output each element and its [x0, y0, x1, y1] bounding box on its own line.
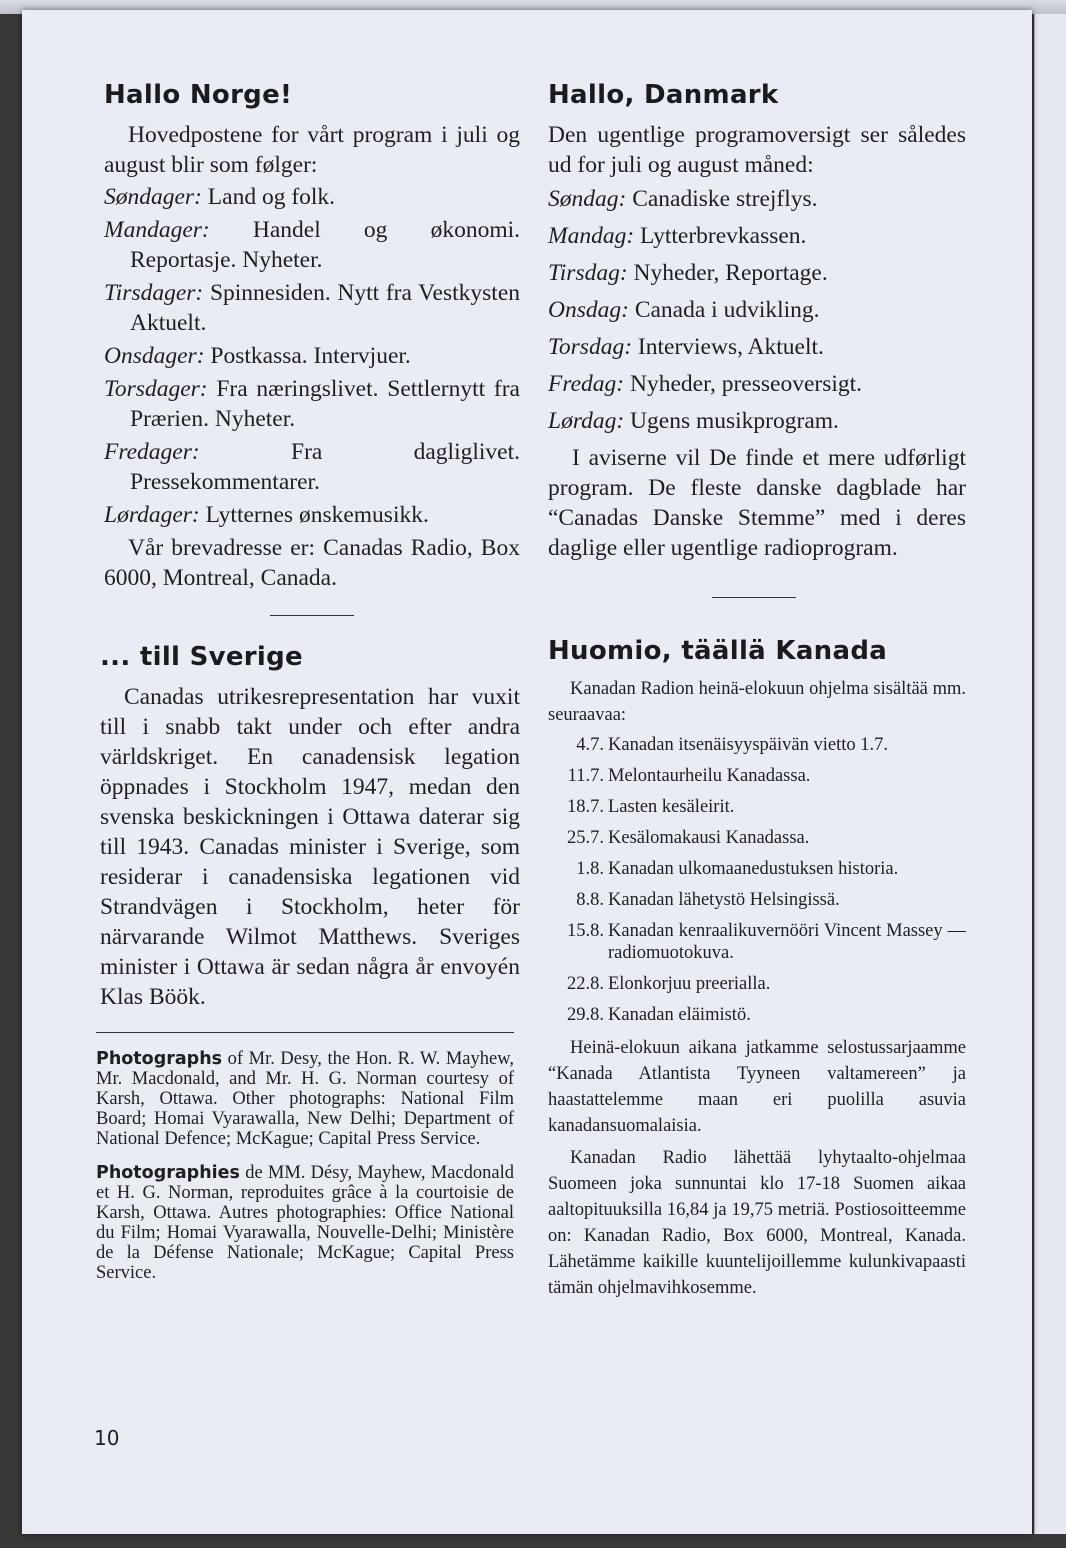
finland-schedule-entry: 8.8. Kanadan lähetystö Helsingissä.: [576, 890, 840, 910]
finland-schedule-entry: 4.7. Kanadan itsenäisyyspäivän vietto 1.7.: [576, 735, 889, 755]
denmark-intro: Den ugentlige programoversigt ser således ud for juli og august måned:: [548, 122, 966, 178]
left-column: [96, 80, 520, 1283]
norway-schedule-entry: Fredager: Fra dagliglivet. Pressekommentarer.: [104, 439, 520, 495]
denmark-schedule-entry: Lørdag: Ugens musikprogram.: [548, 408, 839, 434]
norway-address: Vår brevadresse er: Canadas Radio, Box 6000, Montreal, Canada.: [104, 535, 520, 591]
denmark-schedule-entry: Tirsdag: Nyheder, Reportage.: [548, 260, 828, 286]
photo-credits-english: Photographs of Mr. Desy, the Hon. R. W. Mayhew, Mr. Macdonald, and Mr. H. G. Norman courtesy of Karsh, Ottawa. Other photographs: National Film Board; Homai Vyarawalla, New Delhi; Department of National Defence; McKague; Capital Press Service.: [96, 1049, 514, 1149]
denmark-schedule: [548, 184, 966, 436]
norway-schedule-entry: Mandager: Handel og økonomi. Reportasje. Nyheter.: [104, 217, 520, 273]
page-number: 10: [94, 1426, 120, 1450]
denmark-schedule-entry: Onsdag: Canada i udvikling.: [548, 297, 820, 323]
right-column: [548, 80, 966, 1301]
denmark-note: I aviserne vil De finde et mere udførligt program. De fleste danske dagblade har “Canadas Danske Stemme” med i deres daglige eller ugentlige radioprogram.: [548, 445, 966, 561]
finland-schedule-entry: 22.8. Elonkorjuu preerialla.: [567, 974, 771, 994]
section-divider: [712, 597, 796, 598]
finland-schedule-entry: 1.8. Kanadan ulkomaanedustuksen historia.: [576, 859, 899, 879]
norway-schedule-entry: Torsdager: Fra næringslivet. Settlernytt fra Prærien. Nyheter.: [104, 376, 520, 432]
adjacent-page-edge: [1034, 14, 1066, 1534]
denmark-schedule-entry: Søndag: Canadiske strejflys.: [548, 186, 818, 212]
norway-schedule: [104, 182, 520, 530]
denmark-schedule-entry: Fredag: Nyheder, presseoversigt.: [548, 371, 863, 397]
finland-schedule: [548, 734, 966, 1026]
finland-paragraph-1: Heinä-elokuun aikana jatkamme selostussarjaamme “Kanada Atlantista Tyyneen valtamereen” ja haastattelemme maan eri puolilla asuvia kanadansuomalaisia.: [548, 1038, 966, 1136]
norway-schedule-entry: Onsdager: Postkassa. Intervjuer.: [104, 343, 411, 369]
sweden-heading: ... till Sverige: [100, 642, 303, 672]
sweden-body: Canadas utrikesrepresentation har vuxit till i snabb takt under och efter andra världskriget. En canadensisk legation öppnades i Stockholm 1947, medan den svenska beskickningen i Ottawa daterar sig till 1943. Canadas minister i Sverige, som residerar i canadensiska legationen vid Strandvägen i Stockholm, heter för närvarande Wilmot Matthews. Sveriges minister i Ottawa är sedan några år envoyén Klas Böök.: [100, 684, 520, 1010]
section-divider: [270, 615, 354, 616]
denmark-heading: Hallo, Danmark: [548, 80, 779, 110]
photo-credits-french: Photographies de MM. Désy, Mayhew, Macdonald et H. G. Norman, reproduites grâce à la courtoisie de Karsh, Ottawa. Autres photographies: Office National du Film; Homai Vyarawalla, Nouvelle-Delhi; Ministère de la Défense Nationale; McKague; Capital Press Service.: [96, 1163, 514, 1283]
norway-heading: Hallo Norge!: [104, 80, 293, 110]
norway-schedule-entry: Lørdager: Lytternes ønskemusikk.: [104, 502, 429, 528]
finland-heading: Huomio, täällä Kanada: [548, 636, 888, 666]
finland-schedule-entry: 18.7. Lasten kesäleirit.: [567, 797, 735, 817]
denmark-schedule-entry: Mandag: Lytterbrevkassen.: [548, 223, 807, 249]
finland-schedule-entry: 25.7. Kesälomakausi Kanadassa.: [567, 828, 810, 848]
norway-schedule-entry: Søndager: Land og folk.: [104, 184, 336, 210]
finland-intro: Kanadan Radion heinä-elokuun ohjelma sisältää mm. seuraavaa:: [548, 679, 966, 725]
finland-schedule-entry: 15.8. Kanadan kenraalikuvernööri Vincent Massey — radiomuotokuva.: [567, 921, 966, 963]
credits-divider: [96, 1032, 514, 1033]
denmark-schedule-entry: Torsdag: Interviews, Aktuelt.: [548, 334, 824, 360]
finland-schedule-entry: 11.7. Melontaurheilu Kanadassa.: [567, 766, 811, 786]
finland-schedule-entry: 29.8. Kanadan eläimistö.: [567, 1005, 751, 1025]
finland-paragraph-2: Kanadan Radio lähettää lyhytaalto-ohjelmaa Suomeen joka sunnuntai klo 17-18 Suomen aikaa aaltopituuksilla 16,84 ja 19,75 metriä. Postiosoitteemme on: Kanadan Radio, Box 6000, Montreal, Kanada. Lähetämme kaikille kuuntelijoillemme kulunkivapaasti tämän ohjelmavihkosemme.: [548, 1148, 966, 1298]
norway-schedule-entry: Tirsdager: Spinnesiden. Nytt fra Vestkysten Aktuelt.: [104, 280, 520, 336]
norway-intro: Hovedpostene for vårt program i juli og august blir som følger:: [104, 122, 520, 178]
